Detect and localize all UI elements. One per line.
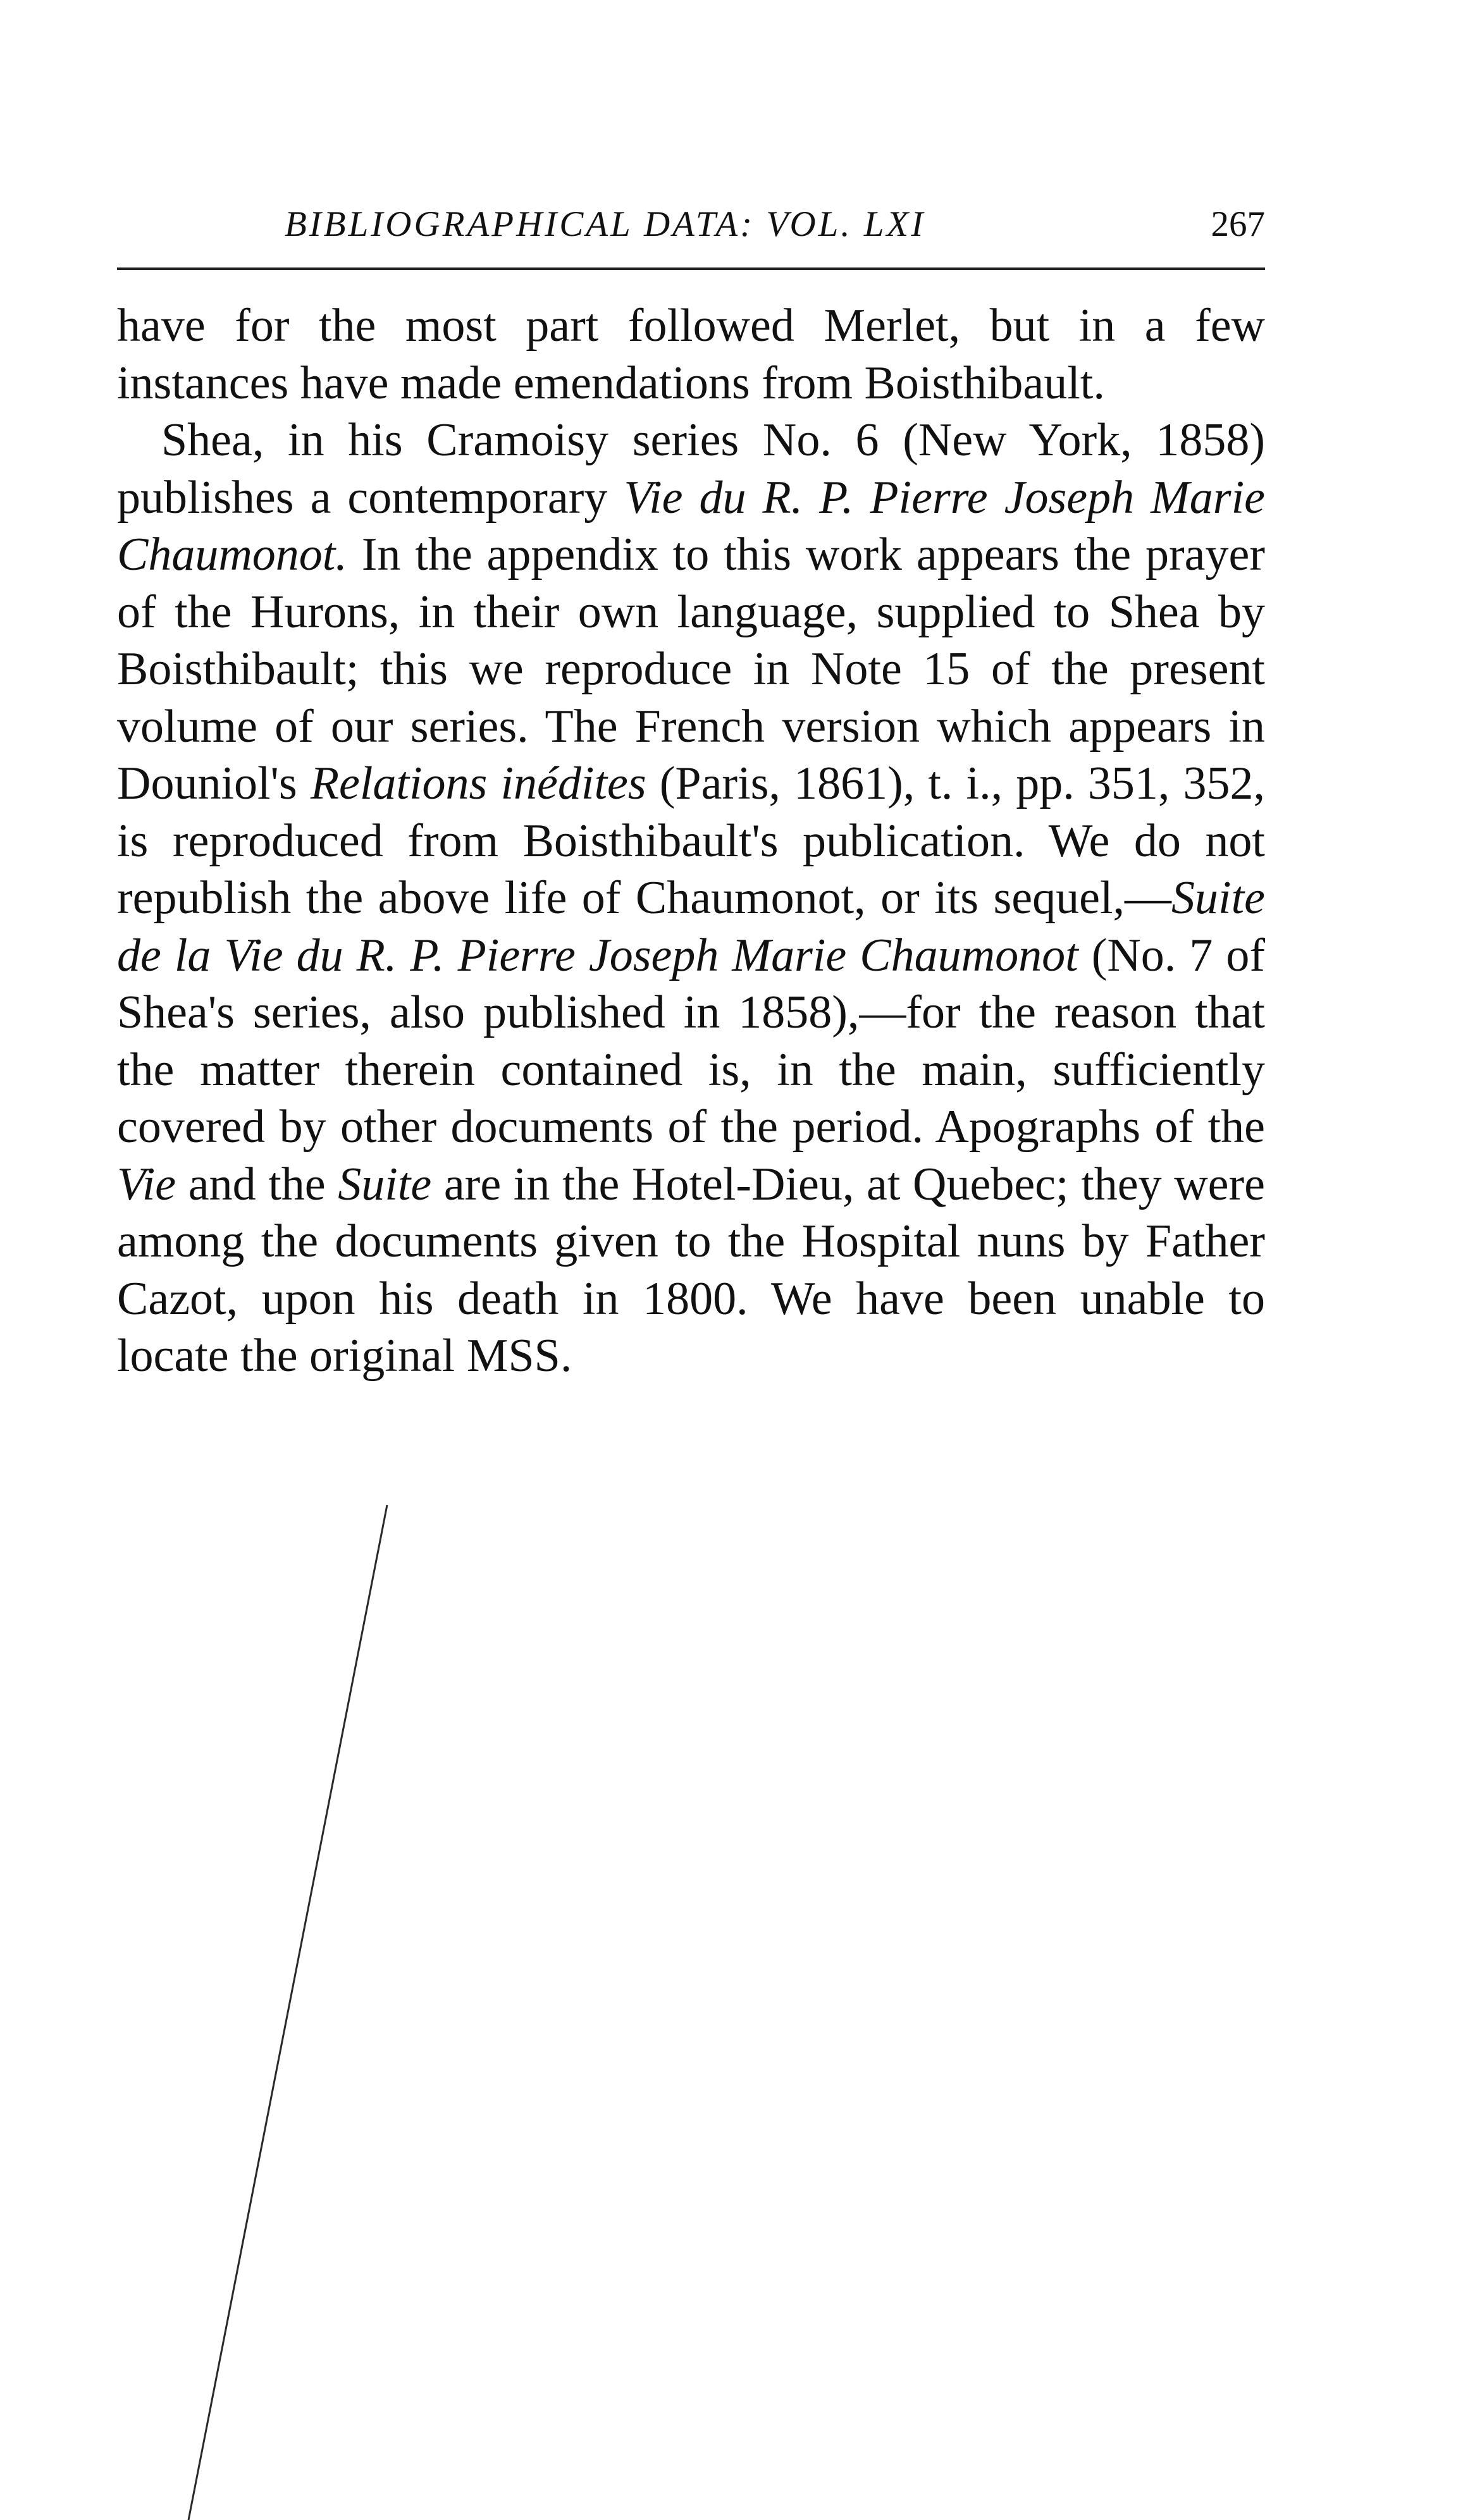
header-rule — [117, 267, 1265, 270]
text-run: (No. 7 of Shea's series, also published in 1858),—for the reason that the matter therein contained is, in the main, sufficiently covered by other documents of the period. Apographs of the — [117, 929, 1265, 1153]
text-run: and the — [176, 1158, 338, 1210]
text-run: are in the Hotel-Dieu, at Quebec; they were among the documents given to the Hospital nuns by Father Cazot, upon his death in 1800. We have been unable to locate the original MSS. — [117, 1158, 1265, 1382]
italic-text-run: Vie du R. P. Pierre Joseph Marie Chaumonot. — [117, 471, 1265, 581]
running-head — [117, 204, 1265, 254]
running-title: BIBLIOGRAPHICAL DATA: VOL. LXI — [285, 204, 926, 244]
paragraph-1 — [117, 297, 1265, 412]
text-run: In the appendix to this work appears the prayer of the Hurons, in their own language, supplied to Shea by Boisthibault; this we reproduce in Note 15 of the present volume of our series. The French version which appears in Douniol's — [117, 529, 1265, 809]
body-text — [117, 297, 1265, 1385]
text-run: Shea, in his Cramoisy series No. 6 (New York, 1858) publishes a contemporary — [117, 414, 1265, 524]
italic-text-run: Suite de la Vie du R. P. Pierre Joseph Marie Chaumonot — [117, 872, 1265, 981]
paragraph-2 — [117, 412, 1265, 1385]
italic-text-run: Relations inédites — [310, 758, 646, 809]
italic-text-run: Suite — [338, 1158, 432, 1210]
page-number: 267 — [1211, 204, 1265, 244]
text-run: (Paris, 1861), t. i., pp. 351, 352, is reproduced from Boisthibault's publication. We do not republish the above life of Chaumonot, or its sequel,— — [117, 758, 1265, 924]
text-run: have for the most part followed Merlet, but in a few instances have made emendations from Boisthibault. — [117, 300, 1265, 409]
italic-text-run: Vie — [117, 1158, 176, 1210]
